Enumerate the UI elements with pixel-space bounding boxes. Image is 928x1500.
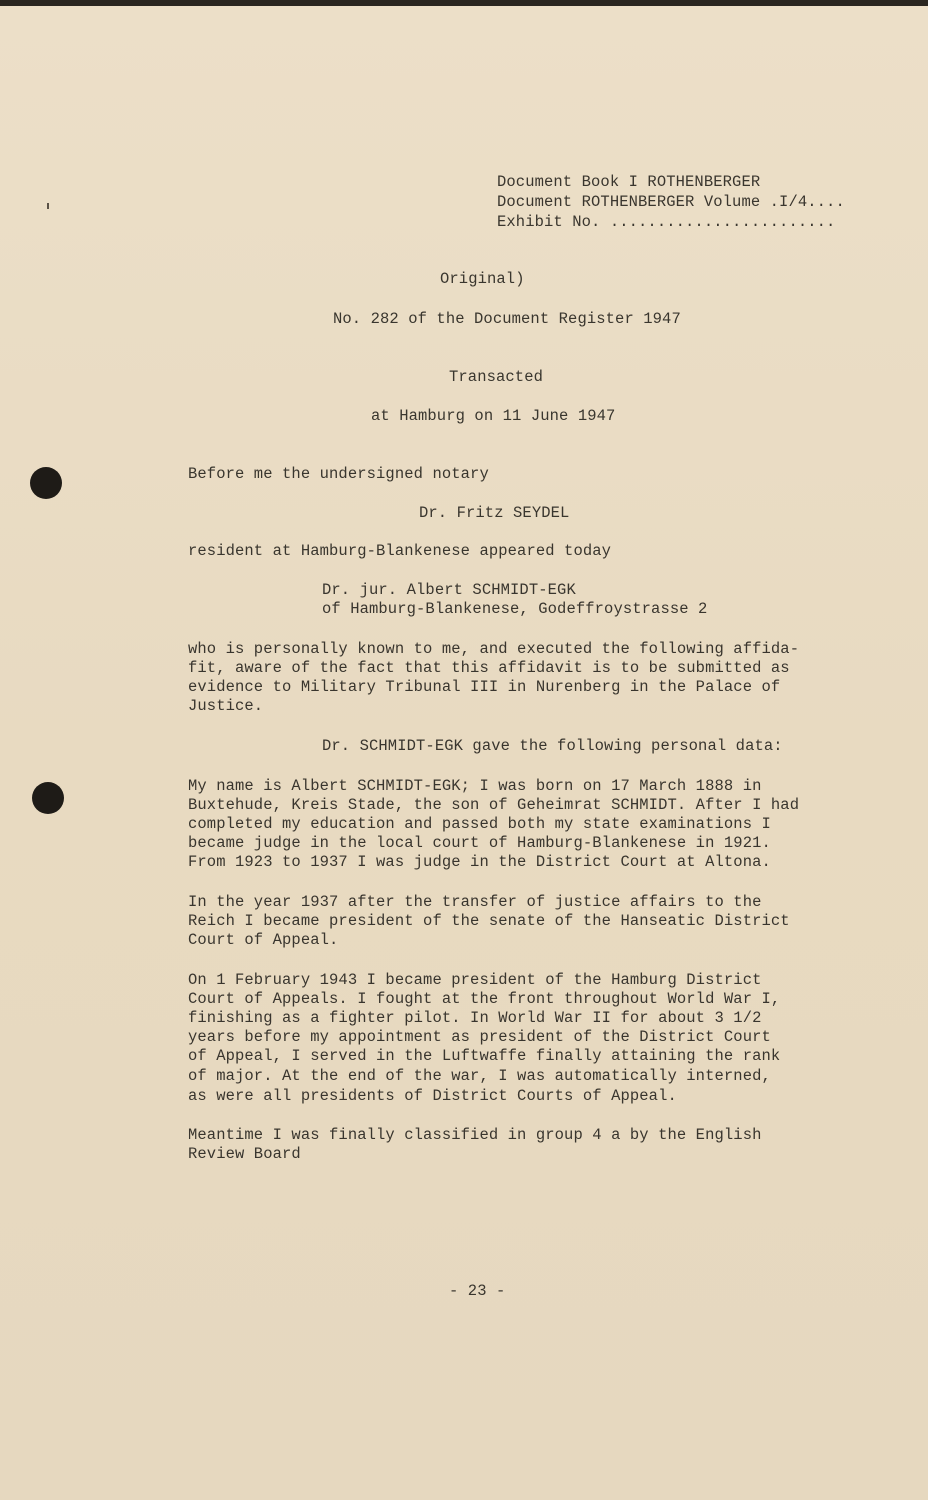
- original-label: Original): [440, 270, 525, 288]
- paragraph-line: Review Board: [188, 1145, 301, 1163]
- deponent-name: Dr. jur. Albert SCHMIDT-EGK: [322, 581, 576, 599]
- paragraph-line: Justice.: [188, 697, 264, 715]
- transacted-label: Transacted: [449, 368, 544, 386]
- exhibit-number-line: Exhibit No. ........................: [497, 213, 836, 231]
- paragraph-line: as were all presidents of District Courts of Appeal.: [188, 1087, 677, 1105]
- paragraph-line: years before my appointment as president of the District Court: [188, 1028, 771, 1046]
- paragraph-line: completed my education and passed both my state examinations I: [188, 815, 771, 833]
- paragraph-line: evidence to Military Tribunal III in Nurenberg in the Palace of: [188, 678, 781, 696]
- deponent-address: of Hamburg-Blankenese, Godeffroystrasse 2: [322, 600, 708, 618]
- notary-name: Dr. Fritz SEYDEL: [419, 504, 570, 522]
- place-date-line: at Hamburg on 11 June 1947: [371, 407, 616, 425]
- paragraph-line: Buxtehude, Kreis Stade, the son of Geheimrat SCHMIDT. After I had: [188, 796, 800, 814]
- paragraph-line: fit, aware of the fact that this affidavit is to be submitted as: [188, 659, 790, 677]
- paragraph-line: Court of Appeals. I fought at the front throughout World War I,: [188, 990, 781, 1008]
- punch-hole-top: [30, 467, 62, 499]
- notary-residence-line: resident at Hamburg-Blankenese appeared today: [188, 542, 612, 560]
- paragraph-line: From 1923 to 1937 I was judge in the District Court at Altona.: [188, 853, 771, 871]
- punch-hole-bottom: [32, 782, 64, 814]
- scan-speck: [47, 203, 49, 209]
- paragraph-line: Meantime I was finally classified in group 4 a by the English: [188, 1126, 762, 1144]
- document-book-line: Document Book I ROTHENBERGER: [497, 173, 761, 191]
- page-number: - 23 -: [449, 1282, 506, 1300]
- paragraph-line: Court of Appeal.: [188, 931, 339, 949]
- paragraph-line: who is personally known to me, and executed the following affida-: [188, 640, 800, 658]
- paragraph-line: On 1 February 1943 I became president of the Hamburg District: [188, 971, 762, 989]
- document-volume-line: Document ROTHENBERGER Volume .I/4....: [497, 193, 845, 211]
- paragraph-line: of Appeal, I served in the Luftwaffe finally attaining the rank: [188, 1047, 781, 1065]
- register-line: No. 282 of the Document Register 1947: [333, 310, 681, 328]
- before-notary-line: Before me the undersigned notary: [188, 465, 489, 483]
- paragraph-line: My name is Albert SCHMIDT-EGK; I was born on 17 March 1888 in: [188, 777, 762, 795]
- paragraph-line: finishing as a fighter pilot. In World War II for about 3 1/2: [188, 1009, 762, 1027]
- paragraph-line: became judge in the local court of Hamburg-Blankenese in 1921.: [188, 834, 771, 852]
- paragraph-line: In the year 1937 after the transfer of justice affairs to the: [188, 893, 762, 911]
- paragraph-line: of major. At the end of the war, I was automatically interned,: [188, 1067, 771, 1085]
- scan-top-border: [0, 0, 928, 6]
- personal-data-heading: Dr. SCHMIDT-EGK gave the following personal data:: [322, 737, 783, 755]
- paragraph-line: Reich I became president of the senate of the Hanseatic District: [188, 912, 790, 930]
